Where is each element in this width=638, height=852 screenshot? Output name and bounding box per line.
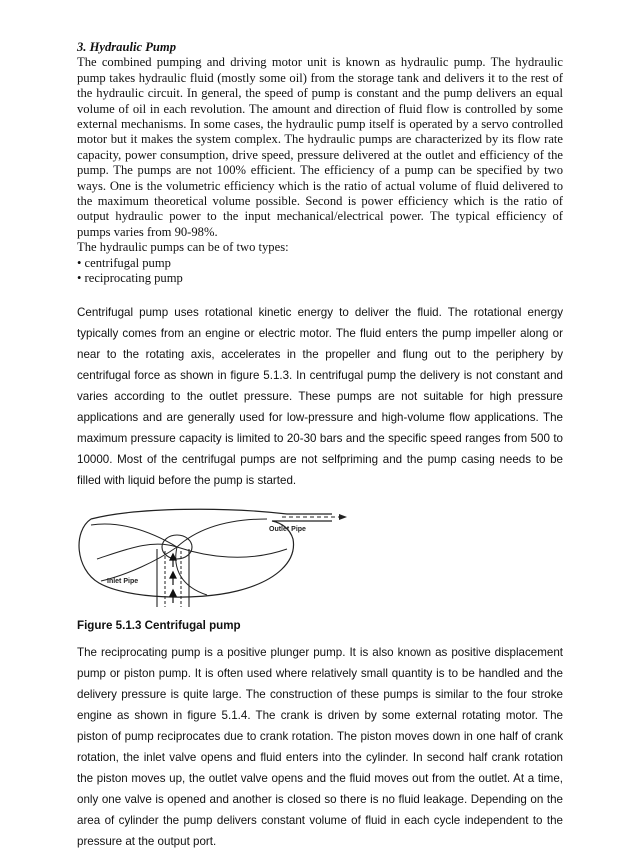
impeller-blade	[177, 547, 287, 557]
list-item: • centrifugal pump	[77, 255, 171, 270]
serif-section	[77, 40, 563, 287]
section-heading: 3. Hydraulic Pump	[77, 40, 177, 54]
document-page	[77, 40, 563, 852]
list-item: • reciprocating pump	[77, 271, 183, 286]
centrifugal-paragraph: Centrifugal pump uses rotational kinetic energy to deliver the fluid. The rotational energy typically comes from an engine or electric motor. The fluid enters the pump impeller along or near to the rotating axis, accelerates in the propeller and flung out to the periphery by centrifugal force as shown in figure 5.1.3. In centrifugal pump the delivery is not constant and varies according to the outlet pressure. These pumps are not suitable for high pressure applications and are generally used for low-pressure and high-volume flow applications. The maximum pressure capacity is limited to 20-30 bars and the specific speed ranges from 500 to 10000. Most of the centrifugal pumps are not selfpriming and the pump casing needs to be filled with liquid before the pump is started.	[77, 305, 563, 487]
inlet-pipe-label: Inlet Pipe	[107, 577, 139, 585]
pump-types-list	[77, 256, 563, 287]
outlet-pipe-label: Outlet Pipe	[269, 525, 306, 533]
types-intro: The hydraulic pumps can be of two types:	[77, 240, 289, 255]
impeller-blade	[101, 547, 177, 581]
impeller-blade	[91, 523, 177, 546]
figure-caption: Figure 5.1.3 Centrifugal pump	[77, 618, 241, 632]
intro-paragraph: The combined pumping and driving motor unit is known as hydraulic pump. The hydraulic pump takes hydraulic fluid (mostly some oil) from the storage tank and delivers it to the rest of the hydraulic circuit. In general, the speed of pump is constant and the pump delivers an equal volume of oil in each revolution. The amount and direction of fluid flow is controlled by some external mechanisms. In some cases, the hydraulic pump itself is operated by a servo controlled motor but it makes the system complex. The hydraulic pumps are characterized by its flow rate capacity, power consumption, drive speed, pressure delivered at the outlet and efficiency of the pump. The pumps are not 100% efficient. The efficiency of a pump can be specified by two ways. One is the volumetric efficiency which is the ratio of actual volume of fluid delivered to the maximum theoretical volume possible. Second is power efficiency which is the ratio of output hydraulic power to the input mechanical/electrical power. The typical efficiency of pumps varies from 90-98%.	[77, 55, 563, 239]
reciprocating-paragraph: The reciprocating pump is a positive plunger pump. It is also known as positive displacement pump or piston pump. It is often used where relatively small quantity is to be handled and the delivery pressure is quite large. The construction of these pumps is similar to the four stroke engine as shown in figure 5.1.4. The crank is driven by some external rotating motor. The piston of pump reciprocates due to crank rotation. The piston moves down in one half of crank rotation, the inlet valve opens and fluid enters into the cylinder. In second half crank rotation the piston moves up, the outlet valve opens and the fluid moves out from the outlet. At a time, only one valve is opened and another is closed so there is no fluid leakage. Depending on the area of cylinder the pump delivers constant volume of fluid in each cycle independent to the pressure at the output port.	[77, 645, 563, 848]
centrifugal-pump-figure	[77, 499, 357, 607]
